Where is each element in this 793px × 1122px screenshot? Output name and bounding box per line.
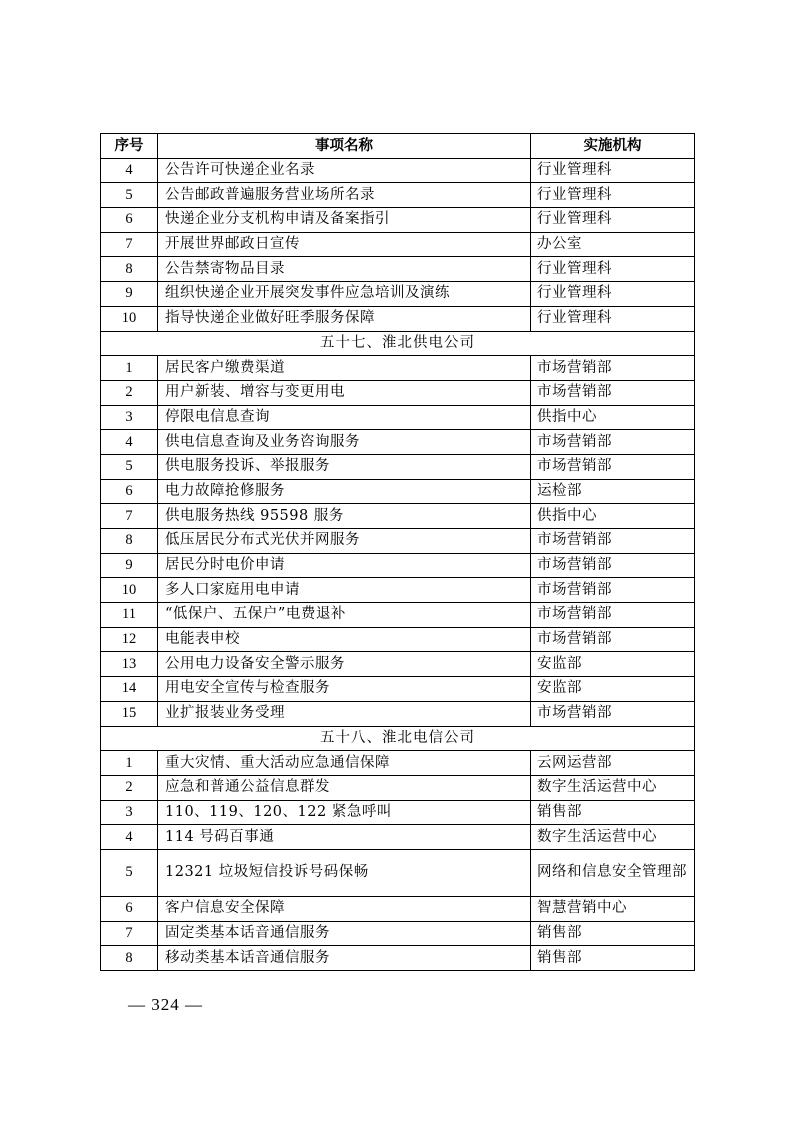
row-item-name: 指导快递企业做好旺季服务保障 — [158, 306, 531, 331]
header-item-name: 事项名称 — [158, 134, 531, 159]
table-row — [101, 701, 695, 726]
row-agency: 云网运营部 — [531, 751, 695, 776]
table-row — [101, 504, 695, 529]
table-row — [101, 257, 695, 282]
header-serial-number: 序号 — [101, 134, 158, 159]
row-agency: 市场营销部 — [531, 430, 695, 455]
table-body — [101, 158, 695, 970]
row-item-name: 居民分时电价申请 — [158, 553, 531, 578]
row-agency: 市场营销部 — [531, 356, 695, 381]
table-row — [101, 751, 695, 776]
row-serial-number: 4 — [101, 158, 158, 183]
row-agency: 行业管理科 — [531, 158, 695, 183]
row-serial-number: 5 — [101, 454, 158, 479]
table-row — [101, 158, 695, 183]
row-item-name: 110、119、120、122 紧急呼叫 — [158, 800, 531, 825]
row-agency: 市场营销部 — [531, 380, 695, 405]
row-serial-number: 6 — [101, 479, 158, 504]
row-serial-number: 1 — [101, 356, 158, 381]
row-agency: 市场营销部 — [531, 454, 695, 479]
row-agency: 智慧营销中心 — [531, 896, 695, 921]
row-serial-number: 8 — [101, 946, 158, 971]
row-serial-number: 9 — [101, 282, 158, 307]
row-item-name: 重大灾情、重大活动应急通信保障 — [158, 751, 531, 776]
table-row — [101, 208, 695, 233]
row-serial-number: 2 — [101, 775, 158, 800]
table-row — [101, 479, 695, 504]
row-agency: 数字生活运营中心 — [531, 825, 695, 850]
row-item-name: 停限电信息查询 — [158, 405, 531, 430]
row-agency: 行业管理科 — [531, 306, 695, 331]
row-item-name: 公告许可快递企业名录 — [158, 158, 531, 183]
row-serial-number: 14 — [101, 677, 158, 702]
row-item-name: 低压居民分布式光伏并网服务 — [158, 529, 531, 554]
table-row — [101, 232, 695, 257]
row-item-name: 供电信息查询及业务咨询服务 — [158, 430, 531, 455]
row-serial-number: 7 — [101, 921, 158, 946]
row-item-name: 客户信息安全保障 — [158, 896, 531, 921]
table-row — [101, 946, 695, 971]
row-serial-number: 5 — [101, 183, 158, 208]
table-row — [101, 603, 695, 628]
row-agency: 行业管理科 — [531, 257, 695, 282]
row-item-name: 公用电力设备安全警示服务 — [158, 652, 531, 677]
row-agency: 市场营销部 — [531, 603, 695, 628]
row-serial-number: 1 — [101, 751, 158, 776]
row-serial-number: 5 — [101, 849, 158, 896]
section-header-row — [101, 726, 695, 751]
row-serial-number: 7 — [101, 232, 158, 257]
row-serial-number: 3 — [101, 405, 158, 430]
table-row — [101, 578, 695, 603]
table-row — [101, 282, 695, 307]
row-item-name: 用电安全宣传与检查服务 — [158, 677, 531, 702]
row-agency: 行业管理科 — [531, 282, 695, 307]
table-row — [101, 825, 695, 850]
table-row — [101, 529, 695, 554]
row-item-name: 移动类基本话音通信服务 — [158, 946, 531, 971]
row-serial-number: 10 — [101, 578, 158, 603]
page-number: — 324 — — [128, 995, 203, 1014]
row-agency: 销售部 — [531, 921, 695, 946]
row-agency: 运检部 — [531, 479, 695, 504]
table-row — [101, 775, 695, 800]
section-title: 五十八、淮北电信公司 — [101, 726, 695, 751]
row-item-name: 公告禁寄物品目录 — [158, 257, 531, 282]
row-serial-number: 2 — [101, 380, 158, 405]
table-row — [101, 921, 695, 946]
table-row — [101, 553, 695, 578]
table-row — [101, 800, 695, 825]
row-item-name: 用户新装、增容与变更用电 — [158, 380, 531, 405]
row-item-name: 电力故障抢修服务 — [158, 479, 531, 504]
row-agency: 数字生活运营中心 — [531, 775, 695, 800]
row-item-name: “低保户、五保户”电费退补 — [158, 603, 531, 628]
row-item-name: 应急和普通公益信息群发 — [158, 775, 531, 800]
service-items-table — [100, 133, 695, 971]
row-serial-number: 15 — [101, 701, 158, 726]
row-item-name: 居民客户缴费渠道 — [158, 356, 531, 381]
row-item-name: 多人口家庭用电申请 — [158, 578, 531, 603]
row-item-name: 组织快递企业开展突发事件应急培训及演练 — [158, 282, 531, 307]
row-item-name: 供电服务热线 95598 服务 — [158, 504, 531, 529]
row-agency: 市场营销部 — [531, 578, 695, 603]
row-serial-number: 4 — [101, 825, 158, 850]
row-agency: 行业管理科 — [531, 183, 695, 208]
row-item-name: 固定类基本话音通信服务 — [158, 921, 531, 946]
row-item-name: 开展世界邮政日宣传 — [158, 232, 531, 257]
row-item-name: 快递企业分支机构申请及备案指引 — [158, 208, 531, 233]
row-serial-number: 8 — [101, 529, 158, 554]
row-agency: 销售部 — [531, 800, 695, 825]
table-row — [101, 306, 695, 331]
row-serial-number: 9 — [101, 553, 158, 578]
section-title: 五十七、淮北供电公司 — [101, 331, 695, 356]
row-agency: 供指中心 — [531, 504, 695, 529]
row-agency: 行业管理科 — [531, 208, 695, 233]
table-row — [101, 454, 695, 479]
row-item-name: 114 号码百事通 — [158, 825, 531, 850]
table-row — [101, 896, 695, 921]
table-row — [101, 677, 695, 702]
table-row — [101, 405, 695, 430]
table-row — [101, 380, 695, 405]
row-item-name: 电能表申校 — [158, 627, 531, 652]
section-header-row — [101, 331, 695, 356]
table-row — [101, 652, 695, 677]
row-serial-number: 8 — [101, 257, 158, 282]
row-serial-number: 10 — [101, 306, 158, 331]
row-serial-number: 13 — [101, 652, 158, 677]
table-header-row — [101, 134, 695, 159]
row-serial-number: 6 — [101, 208, 158, 233]
row-item-name: 公告邮政普遍服务营业场所名录 — [158, 183, 531, 208]
row-item-name: 业扩报装业务受理 — [158, 701, 531, 726]
row-agency: 市场营销部 — [531, 553, 695, 578]
table-row — [101, 430, 695, 455]
row-serial-number: 12 — [101, 627, 158, 652]
row-agency: 安监部 — [531, 652, 695, 677]
row-serial-number: 3 — [101, 800, 158, 825]
row-agency: 市场营销部 — [531, 627, 695, 652]
row-agency: 销售部 — [531, 946, 695, 971]
row-item-name: 供电服务投诉、举报服务 — [158, 454, 531, 479]
row-agency: 安监部 — [531, 677, 695, 702]
row-serial-number: 7 — [101, 504, 158, 529]
table-row — [101, 627, 695, 652]
table-row — [101, 183, 695, 208]
row-agency: 办公室 — [531, 232, 695, 257]
row-agency: 供指中心 — [531, 405, 695, 430]
table-row — [101, 849, 695, 896]
row-item-name: 12321 垃圾短信投诉号码保畅 — [158, 849, 531, 896]
row-agency: 市场营销部 — [531, 701, 695, 726]
row-serial-number: 6 — [101, 896, 158, 921]
row-serial-number: 11 — [101, 603, 158, 628]
row-agency: 网络和信息安全管理部 — [531, 849, 695, 896]
table-row — [101, 356, 695, 381]
row-serial-number: 4 — [101, 430, 158, 455]
header-implementing-agency: 实施机构 — [531, 134, 695, 159]
row-agency: 市场营销部 — [531, 529, 695, 554]
